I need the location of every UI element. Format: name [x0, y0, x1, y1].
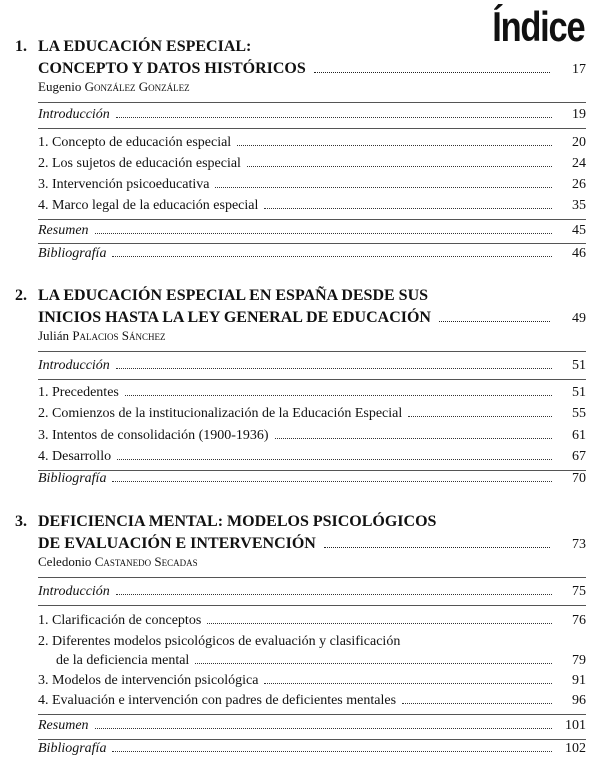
author-last-name: Castanedo Secadas — [94, 554, 198, 569]
chapter-title-line: LA EDUCACIÓN ESPECIAL EN ESPAÑA DESDE SUS — [38, 287, 429, 304]
toc-entry[interactable]: Resumen 101 — [38, 715, 586, 737]
divider — [38, 128, 586, 129]
toc-entry[interactable]: 3. Modelos de intervención psicológica 91 — [38, 670, 586, 692]
toc-entry[interactable]: Introducción 75 — [38, 581, 586, 603]
toc-entry[interactable]: Bibliografía 46 — [38, 243, 586, 265]
chapter-title-line: LA EDUCACIÓN ESPECIAL: — [38, 38, 252, 55]
toc-entry[interactable]: 2. Diferentes modelos psicológicos de evaluación y clasificación — [38, 634, 401, 649]
dot-leader — [439, 307, 550, 322]
author-last-name: Palacios Sánchez — [72, 328, 166, 343]
page-number: 73 — [572, 537, 586, 552]
toc-entry[interactable]: 4. Evaluación e intervención con padres de deficientes mentales 96 — [38, 690, 586, 712]
divider — [38, 102, 586, 103]
toc-entry[interactable]: Bibliografía 70 — [38, 468, 586, 490]
toc-entry[interactable]: 4. Desarrollo 67 — [38, 446, 586, 468]
chapter-title-line: INICIOS HASTA LA LEY GENERAL DE EDUCACIÓN — [38, 309, 431, 326]
toc-entry[interactable]: 4. Marco legal de la educación especial 35 — [38, 195, 586, 217]
divider — [38, 351, 586, 352]
chapter-title[interactable] — [38, 36, 586, 80]
divider — [38, 577, 586, 578]
chapter-author — [38, 553, 198, 571]
toc-entry[interactable]: 1. Concepto de educación especial 20 — [38, 132, 586, 154]
chapter-title-line: CONCEPTO Y DATOS HISTÓRICOS — [38, 60, 306, 77]
chapter-title[interactable] — [38, 285, 586, 329]
dot-leader — [324, 533, 550, 548]
author-first-name: Eugenio — [38, 79, 82, 94]
page-title: Índice — [491, 3, 584, 50]
divider — [38, 605, 586, 606]
toc-entry[interactable]: Introducción 51 — [38, 355, 586, 377]
author-first-name: Julián — [38, 328, 70, 343]
chapter-author — [38, 78, 190, 96]
toc-entry[interactable]: 3. Intentos de consolidación (1900-1936) 61 — [38, 425, 586, 447]
toc-entry[interactable]: 1. Precedentes 51 — [38, 382, 586, 404]
chapter-title[interactable] — [38, 511, 586, 555]
chapter-number: 1. — [15, 38, 27, 55]
chapter-title-line: DEFICIENCIA MENTAL: MODELOS PSICOLÓGICOS — [38, 513, 437, 530]
author-first-name: Celedonio — [38, 554, 92, 569]
toc-entry[interactable]: Introducción 19 — [38, 104, 586, 126]
toc-entry[interactable]: Resumen 45 — [38, 220, 586, 242]
page-number: 49 — [572, 311, 586, 326]
toc-entry[interactable]: 3. Intervención psicoeducativa 26 — [38, 174, 586, 196]
chapter-number: 3. — [15, 513, 27, 530]
chapter-number: 2. — [15, 287, 27, 304]
toc-entry[interactable]: 1. Clarificación de conceptos 76 — [38, 610, 586, 632]
dot-leader — [314, 58, 550, 73]
divider — [38, 379, 586, 380]
chapter-author — [38, 327, 166, 345]
toc-entry[interactable]: Bibliografía 102 — [38, 738, 586, 760]
author-last-name: González González — [84, 79, 190, 94]
page-number: 17 — [572, 62, 586, 77]
chapter-title-line: DE EVALUACIÓN E INTERVENCIÓN — [38, 535, 316, 552]
toc-entry[interactable]: 2. Comienzos de la institucionalización de la Educación Especial 55 — [38, 403, 586, 425]
toc-entry[interactable]: 2. Los sujetos de educación especial 24 — [38, 153, 586, 175]
toc-entry[interactable]: de la deficiencia mental 79 — [56, 650, 586, 672]
